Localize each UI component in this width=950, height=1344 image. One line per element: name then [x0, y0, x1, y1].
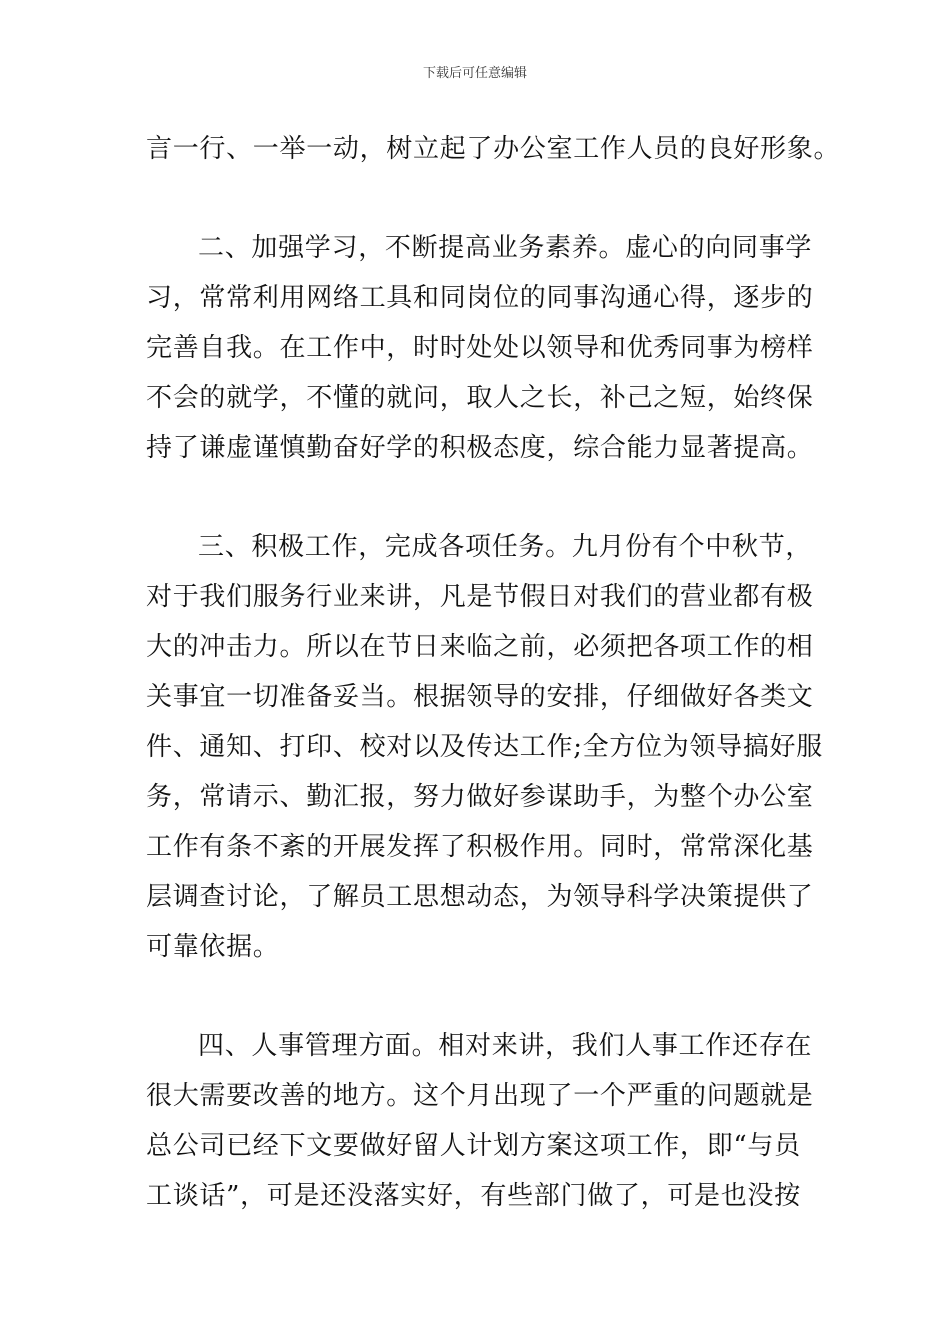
- text-line: 总公司已经下文要做好留人计划方案这项工作，即“与员: [146, 1131, 801, 1161]
- text-line: 二、加强学习，不断提高业务素养。虚心的向同事学: [198, 233, 813, 263]
- text-line: 件、通知、打印、校对以及传达工作;全方位为领导搞好服: [146, 732, 823, 762]
- text-line: 工谈话”，可是还没落实好，有些部门做了，可是也没按: [146, 1181, 801, 1211]
- text-line: 三、积极工作，完成各项任务。九月份有个中秋节，: [198, 532, 813, 562]
- text-line: 大的冲击力。所以在节日来临之前，必须把各项工作的相: [146, 632, 814, 662]
- text-line: 对于我们服务行业来讲，凡是节假日对我们的营业都有极: [146, 582, 814, 612]
- text-line: 不会的就学，不懂的就问，取人之长，补己之短，始终保: [146, 383, 814, 413]
- text-line: 完善自我。在工作中，时时处处以领导和优秀同事为榜样: [146, 333, 814, 363]
- text-line: 持了谦虚谨慎勤奋好学的积极态度，综合能力显著提高。: [146, 433, 814, 463]
- text-line: 务，常请示、勤汇报，努力做好参谋助手，为整个办公室: [146, 782, 814, 812]
- text-line: 习，常常利用网络工具和同岗位的同事沟通心得，逐步的: [146, 283, 814, 313]
- text-line: 工作有条不紊的开展发挥了积极作用。同时，常常深化基: [146, 832, 814, 862]
- page-header: 下载后可任意编辑: [422, 66, 527, 81]
- text-line: 很大需要改善的地方。这个月出现了一个严重的问题就是: [146, 1081, 814, 1111]
- text-line: 可靠依据。: [146, 932, 280, 962]
- text-line: 四、人事管理方面。相对来讲，我们人事工作还存在: [198, 1031, 813, 1061]
- text-line: 言一行、一举一动，树立起了办公室工作人员的良好形象。: [146, 134, 841, 164]
- text-line: 层调查讨论，了解员工思想动态，为领导科学决策提供了: [146, 882, 814, 912]
- text-line: 关事宜一切准备妥当。根据领导的安排，仔细做好各类文: [146, 682, 814, 712]
